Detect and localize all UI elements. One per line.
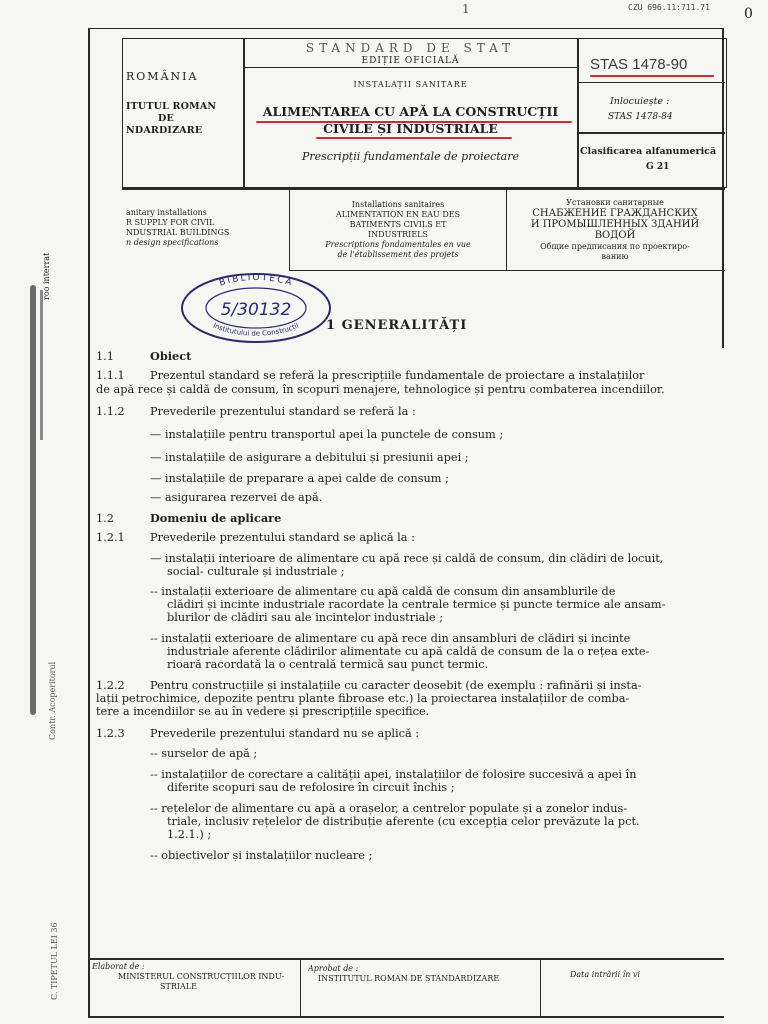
s12-title: Domeniu de aplicare [150, 511, 282, 525]
ru-line-2: СНАБЖЕНИЕ ГРАЖДАНСКИХ [532, 208, 698, 219]
stamp-number: 5/30132 [220, 300, 292, 320]
standard-title: STANDARD DE STAT [305, 41, 516, 55]
p123-item-3-line-2: triale, inclusiv rețelelor de distribuție aferente (cu excepția celor prevăzute la pct. [167, 815, 640, 828]
p121-item-3-text: instalații exterioare de alimentare cu apă rece din ansambluri de clădiri și incinte [161, 632, 631, 645]
scan-artifact-bar [30, 285, 36, 715]
p122-line-2: lații petrochimice, depozite pentru plante fibroase etc.) la proiectarea instalațiilor de comba- [96, 692, 630, 705]
p123-item-2-line-1: -- instalațiilor de corectare a calității apei, instalațiilor de folosire succesivă a apei în [150, 768, 637, 781]
p123-item-3-line-3: 1.2.1.) ; [167, 828, 212, 841]
p121-number: 1.2.1 [96, 531, 125, 544]
p123-item-2-text: instalațiilor de corectare a calității apei, instalațiilor de folosire succesivă a apei în [161, 768, 637, 781]
p123-item-3-line-1: -- rețelelor de alimentare cu apă a orașelor, a centrelor populate și a zonelor indus- [150, 802, 628, 815]
p112-item-3: — instalațiile de preparare a apei calde de consum ; [150, 472, 449, 485]
p123-item-2-line-2: diferite scopuri sau de refolosire în circuit închis ; [167, 781, 455, 794]
p121-item-3-line-2: industriale aferente clădirilor alimentate cu apă caldă de consum de la o rețea exte- [167, 645, 650, 658]
catalog-code: CZU 696.11:711.71 [628, 3, 710, 12]
p121-item-2-line-3: blurilor de clădiri sau ale incintelor industriale ; [167, 611, 444, 624]
title-underline-2 [316, 137, 512, 139]
p123-number: 1.2.3 [96, 727, 125, 740]
fr-line-5: Prescriptions fondamentales en vue [325, 240, 471, 249]
p123-item-4-text: obiectivelor și instalațiilor nucleare ; [161, 849, 373, 862]
stas-underline [590, 75, 714, 77]
corner-mark: 0 [744, 6, 753, 22]
main-title-line-1: ALIMENTAREA CU APĂ LA CONSTRUCȚII [262, 104, 559, 119]
p123-item-4: -- obiectivelor și instalațiilor nucleare ; [150, 849, 373, 862]
margin-text-bottom: C. TIPETUL LEI 36 [50, 922, 59, 1000]
institute-line-1: ITUTUL ROMAN [126, 101, 217, 112]
p123-item-3-text: rețelelor de alimentare cu apă a orașelor, a centrelor populate și a zonelor indus- [161, 802, 628, 815]
p112-text: Prevederile prezentului standard se referă la : [150, 405, 416, 418]
institute-line-3: NDARDIZARE [126, 125, 203, 136]
p112-item-3-text: instalațiile de preparare a apei calde de consum ; [164, 472, 449, 485]
p121-item-3-line-3: rioară racordată la o centrală termică sau punct termic. [167, 658, 489, 671]
data-intrarii-label: Data intrării în vi [570, 970, 641, 979]
replaces-label: Inlocuiește : [610, 96, 670, 107]
frame-top-line [88, 28, 724, 29]
p112-item-4: — asigurarea rezervei de apă. [150, 491, 323, 504]
stroke-mark: 1 [462, 2, 470, 16]
elaborat-label: Elaborat de : [92, 962, 145, 971]
fr-line-1: Installations sanitaires [351, 200, 445, 209]
ru-line-5: Общие предписания по проектиро- [540, 242, 690, 251]
p112-item-2: — instalațiile de asigurare a debitului și presiunii apei ; [150, 451, 469, 464]
p112-item-4-text: asigurarea rezervei de apă. [164, 491, 323, 504]
fr-line-4: INDUSTRIELS [368, 230, 428, 239]
p121-item-2-line-2: clădiri și incinte industriale racordate la centrale termice și puncte termice ale ansam- [167, 598, 666, 611]
fr-line-6: de l'établissement des projets [337, 250, 459, 259]
footer-top-line [88, 958, 724, 960]
aprobat-value: INSTITUTUL ROMAN DE STANDARDIZARE [318, 974, 500, 983]
library-stamp [178, 270, 334, 344]
stamp-ring-top: BIBLIOTECA [218, 272, 295, 289]
stamp-ring-bottom: Institutului de Construcții [211, 321, 300, 338]
en-line-3: NDUSTRIAL BUILDINGS [126, 228, 230, 237]
p123-text: Prevederile prezentului standard nu se aplică : [150, 727, 420, 740]
p121-item-1-line-1: — instalații interioare de alimentare cu apă rece și caldă de consum, din clădiri de locuit, [150, 552, 664, 565]
p121-item-2-text: instalații exterioare de alimentare cu apă caldă de consum din ansamblurile de [161, 585, 616, 598]
ru-line-6: ванию [601, 252, 629, 261]
ru-line-1: Установки санитарные [566, 198, 664, 207]
p112-item-1: — instalațiile pentru transportul apei la punctele de consum ; [150, 428, 504, 441]
section-title: 1 GENERALITĂȚI [326, 318, 468, 333]
p122-line-3: tere a incendiilor se au în vedere și prescripțiile specifice. [96, 705, 430, 718]
main-title-line-2: CIVILE ȘI INDUSTRIALE [323, 121, 498, 136]
p121-item-2-line-1: -- instalații exterioare de alimentare cu apă caldă de consum din ansamblurile de [150, 585, 616, 598]
institute-line-2: DE [158, 113, 174, 124]
fr-line-2: ALIMENTATION EN EAU DES [335, 210, 461, 219]
en-line-1: anitary installations [126, 208, 207, 217]
p112-item-1-text: instalațiile pentru transportul apei la punctele de consum ; [164, 428, 504, 441]
p123-item-1-text: surselor de apă ; [161, 747, 258, 760]
p121-text: Prevederile prezentului standard se aplică la : [150, 531, 415, 544]
margin-text-top: roo interrat [42, 252, 51, 300]
s12-number: 1.2 [96, 512, 114, 525]
margin-text-mid: Contr. Acoperitorul [48, 661, 57, 740]
p112-number: 1.1.2 [96, 405, 125, 418]
p121-item-1-text: instalații interioare de alimentare cu apă rece și caldă de consum, din clădiri de locuit, [164, 552, 664, 565]
s11-number: 1.1 [96, 350, 114, 363]
edition-label: EDIȚIE OFICIALĂ [361, 56, 460, 66]
p111-line-2: de apă rece și caldă de consum, în scopuri menajere, tehnologice și pentru combaterea incendiilor. [96, 383, 665, 396]
elaborat-value-2: STRIALE [160, 982, 197, 991]
ru-line-4: ВОДОЙ [594, 230, 636, 241]
p121-item-3-line-1: -- instalații exterioare de alimentare cu apă rece din ansambluri de clădiri și incinte [150, 632, 631, 645]
p111-line-1: Prezentul standard se referă la prescripțiile fundamentale de proiectare a instalațiilor [150, 369, 645, 382]
p121-item-1-line-2: social- culturale și industriale ; [167, 565, 345, 578]
p122-line-1: Pentru construcțiile și instalațiile cu caracter deosebit (de exemplu : rafinării și insta- [150, 679, 642, 692]
p123-item-1: -- surselor de apă ; [150, 747, 258, 760]
category-label: INSTALAȚII SANITARE [353, 80, 468, 89]
en-line-2: R SUPPLY FOR CIVIL [126, 218, 215, 227]
s11-title: Obiect [150, 349, 192, 363]
ru-line-3: И ПРОМЫШЛЕННЫХ ЗДАНИЙ [530, 219, 700, 230]
stas-code: STAS 1478-90 [590, 56, 688, 73]
en-line-4: n design specifications [126, 238, 219, 247]
classification-label: Clasificarea alfanumerică [580, 146, 717, 157]
classification-value: G 21 [646, 162, 670, 172]
p122-number: 1.2.2 [96, 679, 125, 692]
replaces-value: STAS 1478-84 [608, 112, 673, 122]
aprobat-label: Aprobat de : [308, 964, 359, 973]
p112-item-2-text: instalațiile de asigurare a debitului și presiunii apei ; [164, 451, 469, 464]
country-name: ROMÂNIA [126, 70, 199, 83]
subtitle: Prescripții fundamentale de proiectare [301, 150, 520, 163]
fr-line-3: BATIMENTS CIVILS ET [349, 220, 447, 229]
elaborat-value-1: MINISTERUL CONSTRUCȚIILOR INDU- [118, 972, 285, 981]
p111-number: 1.1.1 [96, 369, 125, 382]
